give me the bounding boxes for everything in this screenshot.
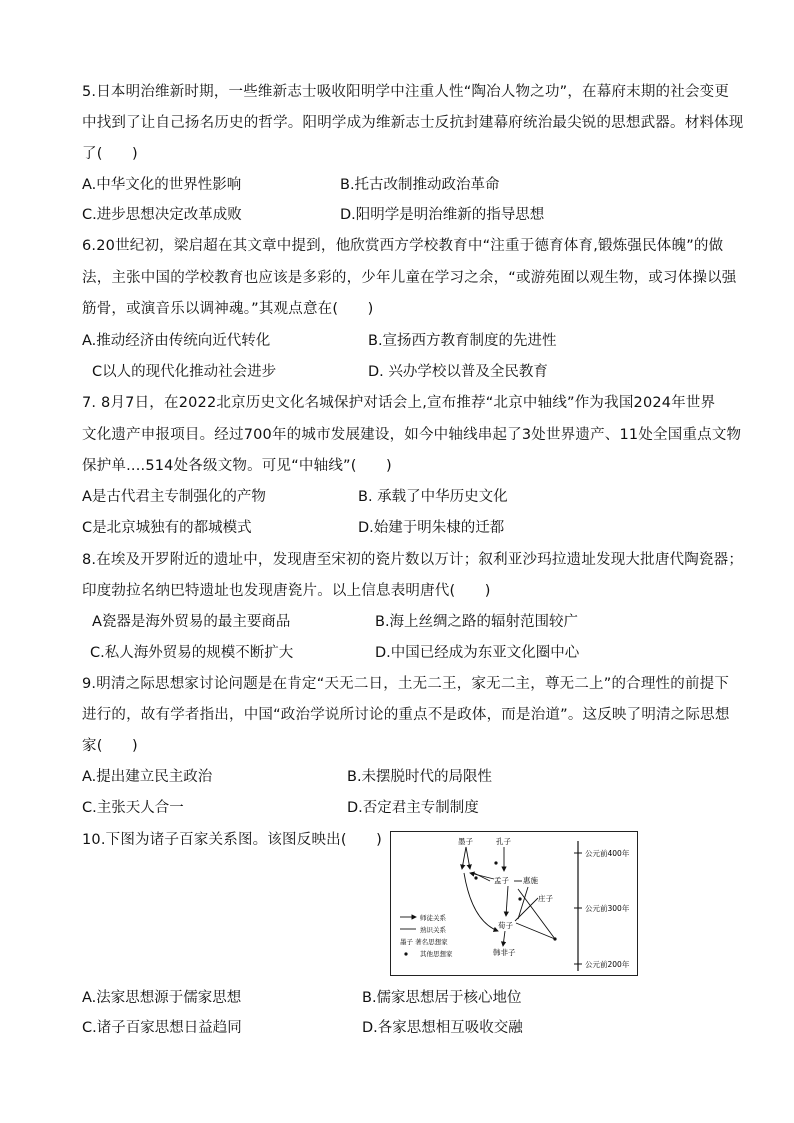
question-text: 7. 8月7日，在2022北京历史文化名城保护对话会上,宣布推荐“北京中轴线”作为我国2024年世界 [82, 395, 716, 411]
question-text: 5.日本明治维新时期，一些维新志士吸收阳明学中注重人性“陶冶人物之功”，在幕府末期的社会变更 [82, 84, 730, 100]
legend-item: 其他思想家 [420, 950, 453, 958]
option-c[interactable]: C以人的现代化推动社会进步 [92, 364, 277, 380]
option-d[interactable]: D.各家思想相互吸收交融 [362, 1020, 523, 1036]
option-b[interactable]: B.宣扬西方教育制度的先进性 [368, 333, 557, 349]
option-a[interactable]: A.法家思想源于儒家思想 [82, 990, 242, 1006]
option-d[interactable]: D.始建于明朱棣的迁都 [358, 520, 505, 536]
timeline-label: 公元前200年 [585, 960, 630, 969]
thinkers-relation-diagram [390, 831, 638, 976]
option-d[interactable]: D.阳明学是明治维新的指导思想 [340, 207, 545, 223]
legend-item: 墨子 著名思想家 [400, 938, 448, 946]
question-text: 法，主张中国的学校教育也应该是多彩的，少年儿童在学习之余，“或游苑囿以观生物，或习体操以强 [82, 270, 737, 286]
option-b[interactable]: B.海上丝绸之路的辐射范围较广 [375, 614, 579, 630]
option-b[interactable]: B.托古改制推动政治革命 [340, 177, 500, 193]
question-text: 8.在埃及开罗附近的遗址中，发现唐至宋初的瓷片数以万计；叙利亚沙玛拉遗址发现大批唐代陶瓷器； [82, 552, 744, 568]
option-a[interactable]: A.中华文化的世界性影响 [82, 177, 242, 193]
thinker-mengzi: 孟子 [494, 876, 509, 885]
question-text: 9.明清之际思想家讨论问题是在肯定“天无二日，土无二王，家无二主，尊无二上”的合理性的前提下 [82, 676, 730, 692]
question-text: 保护单....514处各级文物。可见“中轴线”( ) [82, 458, 392, 474]
timeline-label: 公元前300年 [585, 904, 630, 913]
option-c[interactable]: C.私人海外贸易的规模不断扩大 [90, 645, 294, 661]
option-b[interactable]: B.儒家思想居于核心地位 [362, 990, 522, 1006]
question-text: 6.20世纪初，梁启超在其文章中提到，他欣赏西方学校教育中“注重于德育体育,锻炼强民体魄”的做 [82, 238, 724, 254]
question-text: 筋骨，或演音乐以调神魂。”其观点意在( ) [82, 301, 374, 317]
thinker-mozi: 墨子 [458, 837, 473, 846]
thinker-zhuangzi: 庄子 [538, 894, 553, 903]
option-c[interactable]: C是北京城独有的都城模式 [82, 520, 252, 536]
option-d[interactable]: D.中国已经成为东亚文化圈中心 [375, 645, 580, 661]
timeline-label: 公元前400年 [585, 849, 630, 858]
question-text: 了( ) [82, 146, 138, 162]
thinker-kongzi: 孔子 [496, 837, 511, 846]
question-text: 进行的，故有学者指出，中国“政治学说所讨论的重点不是政体，而是治道”。这反映了明清之际思想 [82, 707, 730, 723]
thinker-xunzi: 荀子 [498, 921, 513, 930]
option-a[interactable]: A.推动经济由传统向近代转化 [82, 333, 271, 349]
thinker-hanfeizi: 韩非子 [493, 948, 516, 957]
option-b[interactable]: B.未摆脱时代的局限性 [347, 769, 493, 785]
option-c[interactable]: C.诸子百家思想日益趋同 [82, 1020, 242, 1036]
option-b[interactable]: B. 承载了中华历史文化 [358, 489, 508, 505]
question-text: 10.下图为诸子百家关系图。该图反映出( ) [82, 832, 382, 848]
legend-item: 师徒关系 [420, 914, 446, 922]
question-text: 印度勃拉名纳巴特遗址也发现唐瓷片。以上信息表明唐代( ) [82, 583, 491, 599]
option-a[interactable]: A瓷器是海外贸易的最主要商品 [92, 614, 291, 630]
legend-item: 熟识关系 [420, 926, 446, 934]
option-d[interactable]: D.否定君主专制制度 [347, 800, 479, 816]
question-text: 家( ) [82, 738, 138, 754]
option-c[interactable]: C.进步思想决定改革成败 [82, 207, 242, 223]
question-text: 中找到了让自己扬名历史的哲学。阳明学成为维新志士反抗封建幕府统治最尖锐的思想武器。材料体现 [82, 115, 744, 131]
thinker-huishi: 惠施 [523, 876, 538, 885]
question-text: 文化遗产申报项目。经过700年的城市发展建设，如今中轴线串起了3处世界遗产、11处全国重点文物 [82, 427, 742, 443]
option-d[interactable]: D. 兴办学校以普及全民教育 [368, 364, 548, 380]
legend-dot [404, 952, 407, 955]
option-a[interactable]: A.提出建立民主政治 [82, 769, 213, 785]
option-a[interactable]: A是古代君主专制强化的产物 [82, 489, 266, 505]
option-c[interactable]: C.主张天人合一 [82, 800, 184, 816]
